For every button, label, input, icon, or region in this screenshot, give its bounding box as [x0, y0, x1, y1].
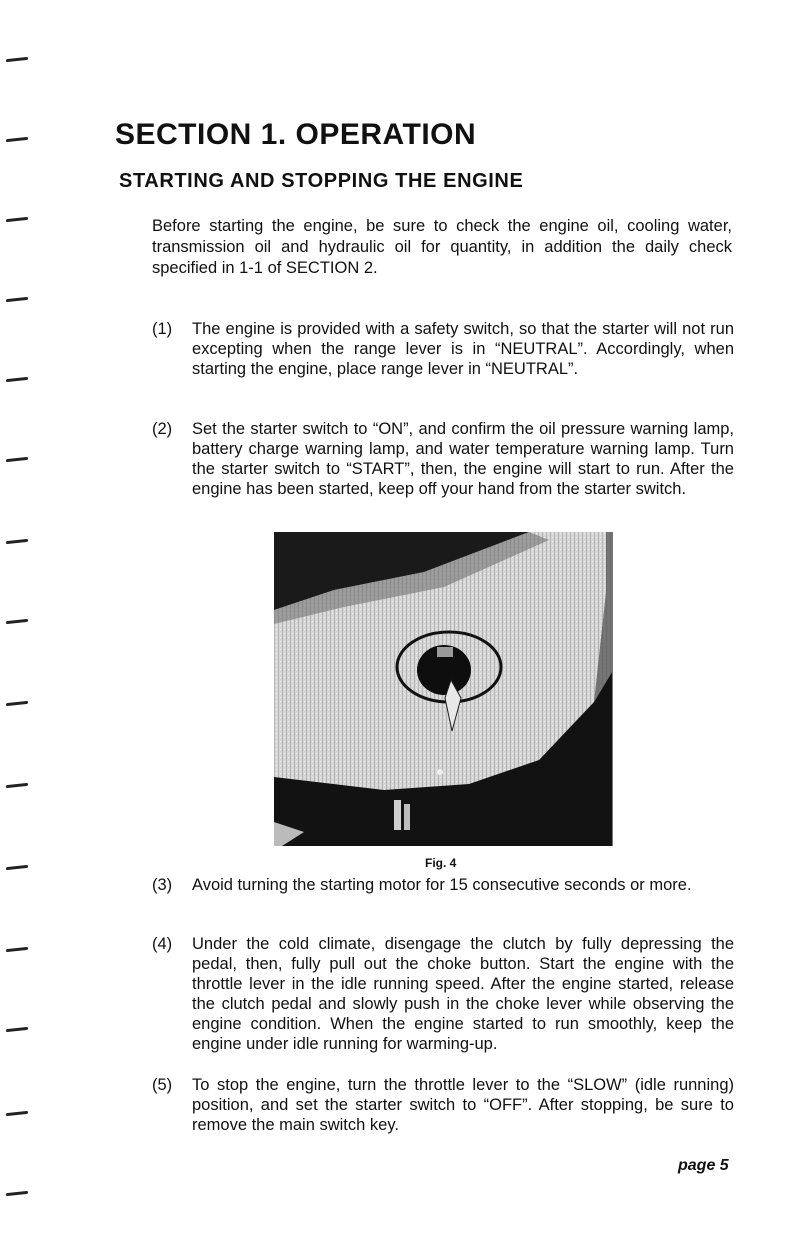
list-item: [152, 319, 734, 379]
list-item: [152, 1075, 734, 1135]
binding-marks: [0, 0, 40, 1240]
item-number: (3): [152, 876, 173, 894]
item-number: (1): [152, 320, 173, 338]
list-item: [152, 875, 734, 895]
item-text: The engine is provided with a safety switch, so that the starter will not run excepting when the range lever is in “NEUTRAL”. Accordingly, when starting the engine, place range lever in “NEUTRAL”.: [192, 320, 734, 378]
item-number: (2): [152, 420, 173, 438]
figure-caption: Fig. 4: [425, 856, 457, 870]
item-number: (4): [152, 935, 173, 953]
list-item: [152, 934, 734, 1054]
item-number: (5): [152, 1076, 173, 1094]
page-number: page 5: [678, 1157, 729, 1174]
list-item: [152, 419, 734, 499]
subsection-title: STARTING AND STOPPING THE ENGINE: [119, 170, 524, 192]
item-text: Set the starter switch to “ON”, and confirm the oil pressure warning lamp, battery charge warning lamp, and water temperature warning lamp. Turn the starter switch to “START”, then, the engine will start to run. After the engine has been started, keep off your hand from the starter switch.: [192, 420, 734, 498]
item-text: Under the cold climate, disengage the clutch by fully depressing the pedal, then, fully pull out the choke button. Start the engine with the throttle lever in the idle running speed. After the engine started, release the clutch pedal and slowly push in the choke lever while observing the engine condition. When the engine started to run smoothly, keep the engine under idle running for warming-up.: [192, 935, 734, 1053]
section-title: SECTION 1. OPERATION: [115, 118, 477, 151]
item-text: Avoid turning the starting motor for 15 consecutive seconds or more.: [192, 876, 692, 894]
starter-switch-photo-icon: [274, 532, 612, 846]
intro-paragraph: Before starting the engine, be sure to check the engine oil, cooling water, transmission oil and hydraulic oil for quantity, in addition the daily check specified in 1-1 of SECTION 2.: [152, 217, 732, 277]
item-text: To stop the engine, turn the throttle lever to the “SLOW” (idle running) position, and set the starter switch to “OFF”. After stopping, be sure to remove the main switch key.: [192, 1076, 734, 1134]
figure-4-photo: [274, 532, 613, 846]
